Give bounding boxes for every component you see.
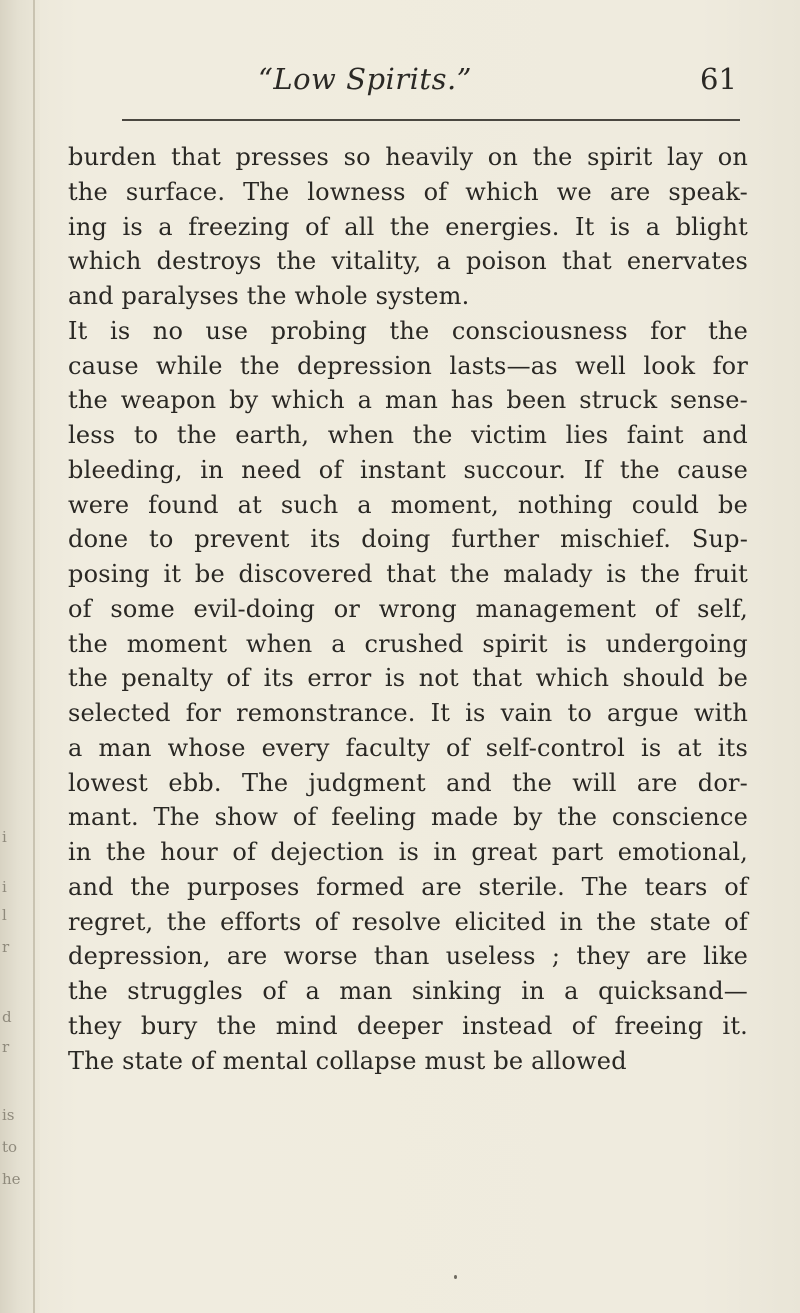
text-line: depression, are worse than useless ; they are like bbox=[68, 942, 748, 971]
text-line: posing it be discovered that the malady is the fruit bbox=[68, 560, 748, 588]
text-line: bleeding, in need of instant succour. If the cause bbox=[68, 455, 748, 484]
text-line: and the purposes formed are sterile. The tears of bbox=[68, 872, 748, 901]
running-head-title: “Low Spirits.” bbox=[258, 62, 473, 96]
text-line: of some evil-doing or wrong management of self, bbox=[68, 594, 748, 623]
text-line: the penalty of its error is not that which should be bbox=[68, 664, 748, 693]
text-line: less to the earth, when the victim lies faint and bbox=[68, 421, 748, 449]
gutter-bleed-char: d bbox=[2, 1008, 12, 1026]
header-rule bbox=[122, 119, 740, 121]
gutter-bleed-char: r bbox=[2, 1038, 10, 1056]
paper-speck bbox=[454, 1275, 457, 1279]
gutter-bleed-char: is bbox=[2, 1106, 15, 1124]
gutter-bleed-char: i bbox=[2, 878, 7, 896]
gutter-bleed-char: he bbox=[2, 1170, 21, 1188]
text-line: burden that presses so heavily on the spirit lay on bbox=[68, 143, 748, 171]
gutter-bleed-char: l bbox=[2, 906, 7, 924]
gutter-edge-line bbox=[33, 0, 35, 1313]
text-line: ing is a freezing of all the energies. It is a blight bbox=[68, 212, 748, 241]
text-line: selected for remonstrance. It is vain to argue with bbox=[68, 699, 748, 727]
text-line: the struggles of a man sinking in a quicksand— bbox=[68, 977, 748, 1005]
text-line: the moment when a crushed spirit is undergoing bbox=[68, 629, 748, 658]
text-line: they bury the mind deeper instead of freeing it. bbox=[68, 1011, 748, 1040]
text-line: were found at such a moment, nothing could be bbox=[68, 490, 748, 519]
gutter-bleed-char: r bbox=[2, 938, 10, 956]
text-line: a man whose every faculty of self-control is at its bbox=[68, 733, 748, 762]
text-line: in the hour of dejection is in great part emotional, bbox=[68, 838, 748, 866]
text-line: the weapon by which a man has been struck sense- bbox=[68, 386, 748, 415]
text-line: the surface. The lowness of which we are speak- bbox=[68, 177, 748, 206]
text-line: and paralyses the whole system. bbox=[68, 282, 470, 310]
text-line: done to prevent its doing further mischief. Sup- bbox=[68, 525, 748, 554]
text-line: The state of mental collapse must be allowed bbox=[68, 1046, 627, 1075]
gutter-bleed-char: to bbox=[2, 1138, 18, 1156]
text-line: mant. The show of feeling made by the conscience bbox=[68, 803, 748, 832]
body-text bbox=[68, 140, 748, 1078]
text-line: It is no use probing the consciousness for the bbox=[68, 316, 748, 345]
gutter-bleed-char: i bbox=[2, 828, 7, 846]
binding-gutter bbox=[0, 0, 40, 1313]
text-line: regret, the efforts of resolve elicited in the state of bbox=[68, 907, 748, 936]
text-line: cause while the depression lasts—as well look for bbox=[68, 351, 748, 380]
text-line: which destroys the vitality, a poison that enervates bbox=[68, 247, 748, 276]
running-head bbox=[0, 62, 800, 112]
page-number: 61 bbox=[700, 62, 737, 96]
text-line: lowest ebb. The judgment and the will are dor- bbox=[68, 768, 748, 797]
